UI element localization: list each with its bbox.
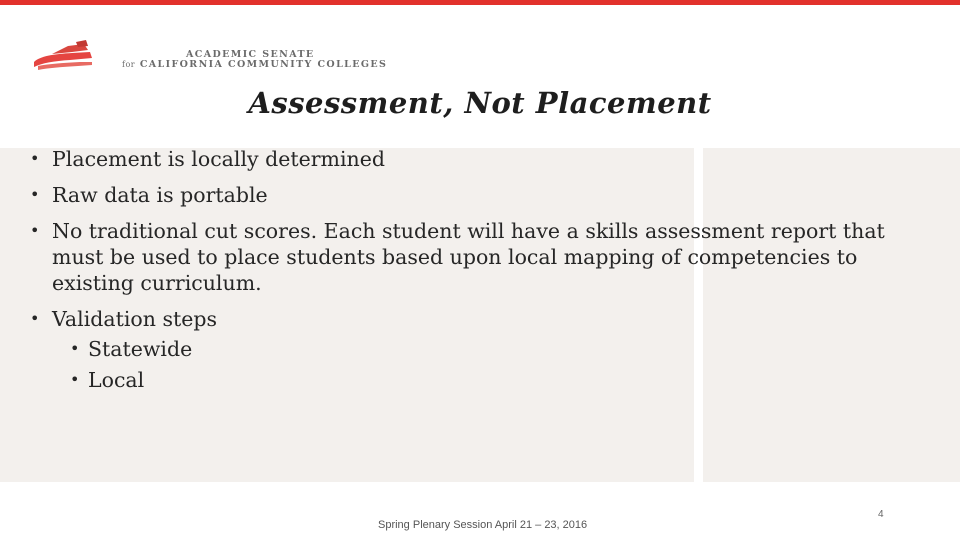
- capitol-building-icon: [32, 40, 96, 72]
- org-name-line1: ACADEMIC SENATE: [186, 49, 315, 60]
- organization-name: [122, 50, 387, 70]
- bullet-item: • No traditional cut scores. Each student will have a skills assessment report that must be used to place students based upon local mapping of competencies to existing curriculum.: [30, 218, 900, 296]
- bullet-item: • Validation steps: [30, 306, 900, 332]
- bullet-list: [30, 146, 900, 398]
- org-name-for: for: [122, 60, 136, 69]
- bullet-item: • Raw data is portable: [30, 182, 900, 208]
- org-name-line2-text: CALIFORNIA COMMUNITY COLLEGES: [139, 59, 388, 70]
- slide-title: Assessment, Not Placement: [248, 86, 712, 120]
- sub-bullet-item: • Local: [30, 367, 900, 393]
- sub-bullet-item: • Statewide: [30, 336, 900, 362]
- top-accent-bar: [0, 0, 960, 5]
- org-name-line2: [122, 60, 387, 70]
- page-number: 4: [878, 509, 884, 520]
- footer-session-text: Spring Plenary Session April 21 – 23, 2016: [378, 519, 588, 531]
- bullet-item: • Placement is locally determined: [30, 146, 900, 172]
